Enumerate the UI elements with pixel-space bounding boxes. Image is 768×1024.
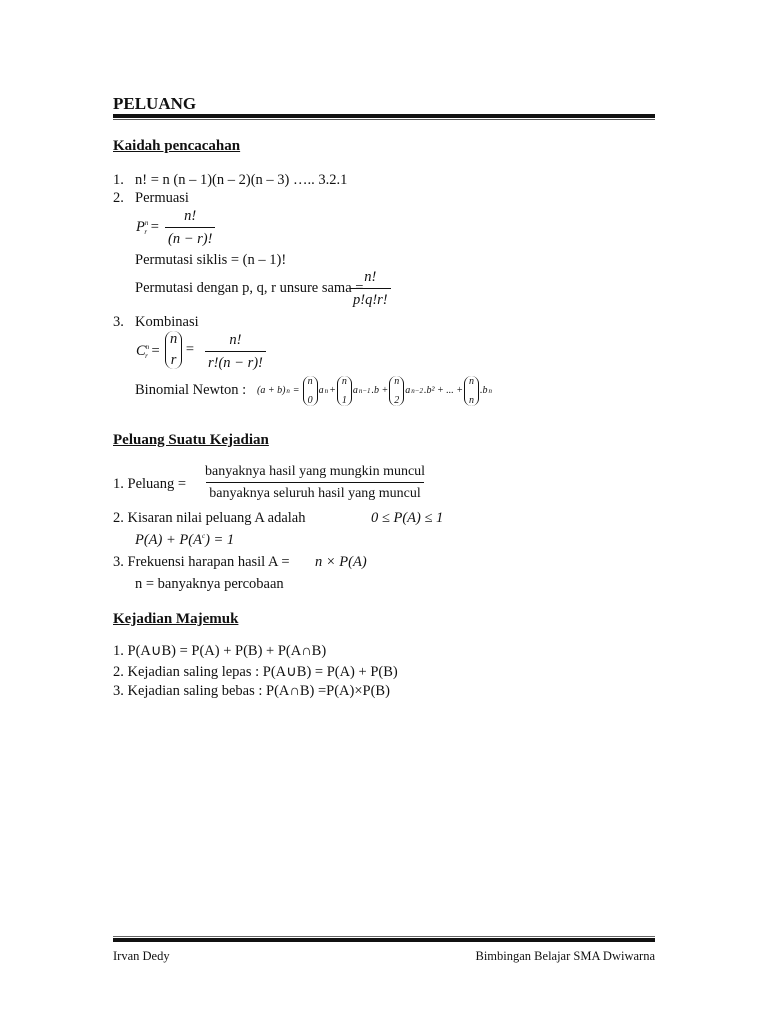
binom-term: n n [464, 376, 479, 406]
footer-organization: Bimbingan Belajar SMA Dwiwarna [475, 949, 655, 963]
kombinasi-lhs: $C^n_r$ = [136, 343, 160, 360]
section-heading-kejadian: Peluang Suatu Kejadian [113, 432, 269, 448]
binom-term: n 0 [303, 376, 318, 406]
binomial-formula: (a + b) n = n 0 a n + n 1 a n−1 .b + n 2 a n−2 .b² + ... + n n .b n [257, 376, 493, 406]
unsur-sama-fraction: $\frac{n!}{p!q!r!}$ [350, 270, 391, 307]
frekuensi-expression: n × P(A) [315, 554, 367, 570]
footer-rule-thin [113, 936, 655, 937]
majemuk-item: 3. Kejadian saling bebas : P(A∩B) =P(A)×P(B) [113, 683, 390, 699]
title-rule-thin [113, 119, 655, 120]
majemuk-item: 1. P(A∪B) = P(A) + P(B) + P(A∩B) [113, 643, 327, 659]
binom-term: n 1 [337, 376, 352, 406]
list-num: 3. [113, 314, 124, 330]
footer-rule-thick [113, 938, 655, 942]
list-num: 1. [113, 172, 124, 188]
kisaran-expression: 0 ≤ P(A) ≤ 1 [371, 510, 444, 526]
permutasi-unsur-sama: Permutasi dengan p, q, r unsure sama = [135, 280, 364, 296]
footer-author: Irvan Dedy [113, 949, 170, 963]
komplemen-formula: $P(A) + P(A^c) = 1$ [135, 532, 235, 548]
title-rule-thick [113, 114, 655, 118]
permutasi-fraction: $\frac{n!}{(n - r)!}$ [165, 209, 215, 246]
section-heading-kaidah: Kaidah pencacahan [113, 138, 241, 154]
frekuensi-text: 3. Frekuensi harapan hasil A = [113, 554, 290, 570]
peluang-label: 1. Peluang = [113, 476, 187, 492]
permutasi-siklis: Permutasi siklis = (n – 1)! [135, 252, 287, 268]
page-title: PELUANG [113, 94, 197, 113]
binom-term: n 2 [389, 376, 404, 406]
list-num: 2. [113, 190, 124, 206]
peluang-fraction: banyaknya hasil yang mungkin muncul banyaknya seluruh hasil yang muncul [205, 464, 426, 501]
kombinasi-fraction: $\frac{n!}{r!(n - r)!}$ [205, 333, 266, 370]
section-heading-majemuk: Kejadian Majemuk [113, 611, 239, 627]
n-definition: n = banyaknya percobaan [135, 576, 284, 592]
permutasi-label: Permuasi [135, 190, 189, 206]
kisaran-text: 2. Kisaran nilai peluang A adalah [113, 510, 306, 526]
factorial-formula: n! = n (n – 1)(n – 2)(n – 3) ….. 3.2.1 [135, 172, 348, 188]
kombinasi-binomial: n r = [165, 331, 194, 369]
majemuk-item: 2. Kejadian saling lepas : P(A∪B) = P(A) + P(B) [113, 664, 398, 680]
permutasi-lhs: $P^n_r$ = [136, 219, 159, 236]
kombinasi-label: Kombinasi [135, 314, 199, 330]
binomial-label: Binomial Newton : [135, 382, 247, 398]
